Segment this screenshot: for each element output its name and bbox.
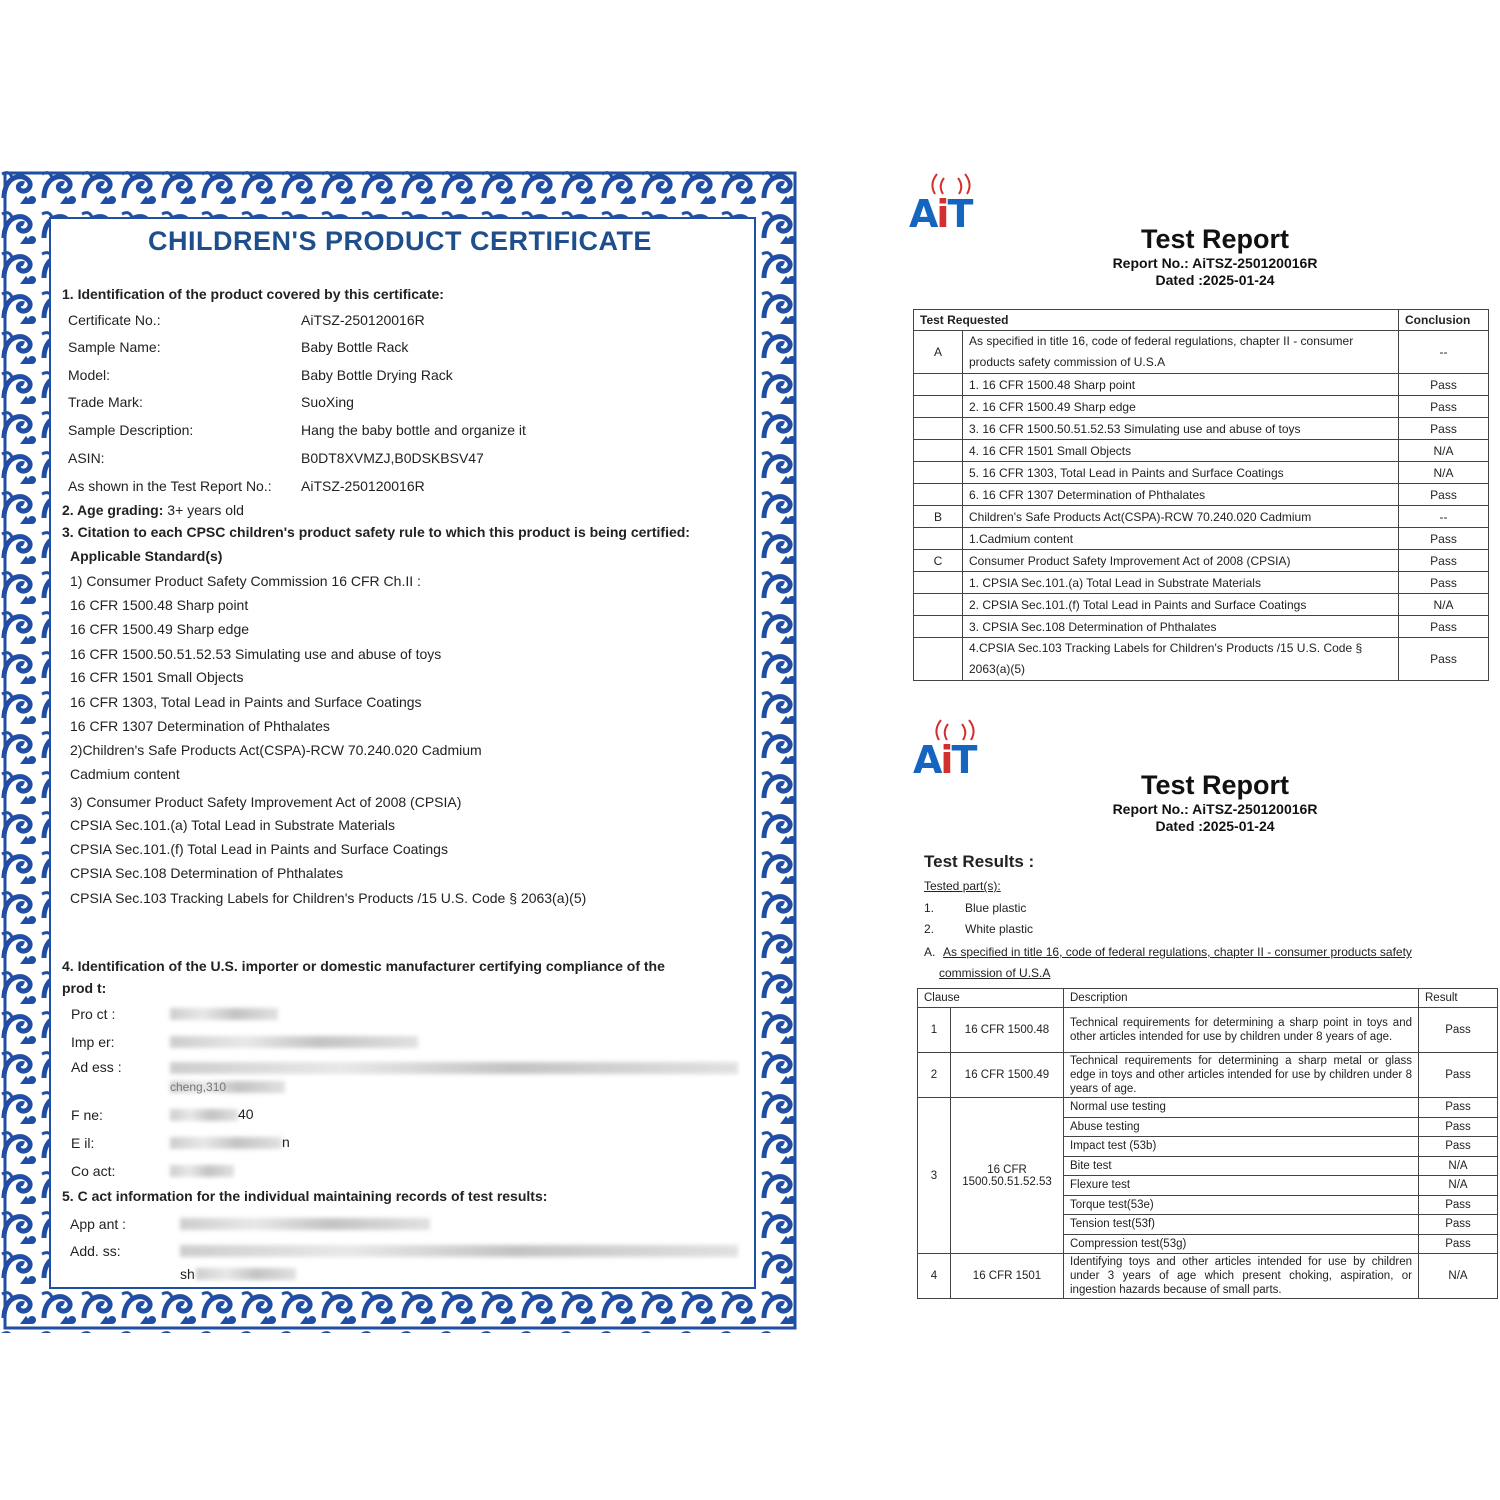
test-item: 1. 16 CFR 1500.48 Sharp point xyxy=(963,374,1399,396)
field-label: ASIN: xyxy=(68,450,105,466)
report-date: Dated :2025-01-24 xyxy=(1155,272,1275,288)
test-description: Compression test(53g) xyxy=(1064,1234,1419,1254)
standard-item: 16 CFR 1500.48 Sharp point xyxy=(70,597,249,613)
test-result: Pass xyxy=(1419,1195,1498,1215)
redacted-text xyxy=(170,1109,238,1121)
test-result: Pass xyxy=(1419,1117,1498,1137)
section-a-title: As specified in title 16, code of federal regulations, chapter II - consumer products safety xyxy=(943,945,1412,959)
test-item: 2. 16 CFR 1500.49 Sharp edge xyxy=(963,396,1399,418)
group-cell xyxy=(914,528,963,550)
group-cell xyxy=(914,374,963,396)
field-value: B0DT8XVMZJ,B0DSKBSV47 xyxy=(301,450,484,466)
redacted-text xyxy=(170,1036,418,1048)
group-cell xyxy=(914,484,963,506)
redacted-text xyxy=(170,1165,234,1177)
logo-text: AiT xyxy=(909,192,972,236)
table-row xyxy=(918,1098,1498,1118)
col-header: Result xyxy=(1419,989,1498,1008)
field-label: Model: xyxy=(68,367,111,383)
section-4-heading-cont: prod t: xyxy=(62,980,107,996)
table-row xyxy=(914,396,1489,418)
group-cell xyxy=(914,638,963,681)
field-value: Baby Bottle Drying Rack xyxy=(301,367,453,383)
test-description: Torque test(53e) xyxy=(1064,1195,1419,1215)
test-item: 3. 16 CFR 1500.50.51.52.53 Simulating use and abuse of toys xyxy=(963,418,1399,440)
group-cell: B xyxy=(914,506,963,528)
field-value: AiTSZ-250120016R xyxy=(301,312,425,328)
group-cell xyxy=(914,572,963,594)
table-row xyxy=(914,374,1489,396)
test-result: Pass xyxy=(1419,1137,1498,1157)
test-description: Impact test (53b) xyxy=(1064,1137,1419,1157)
s4-label: Pro ct : xyxy=(71,1006,116,1022)
standard-item: CPSIA Sec.108 Determination of Phthalates xyxy=(70,865,344,881)
table-row xyxy=(914,638,1489,681)
conclusion-cell: Pass xyxy=(1399,550,1489,572)
redacted-text xyxy=(170,1008,278,1020)
group-cell xyxy=(914,616,963,638)
age-grading xyxy=(62,502,244,518)
group-cell: C xyxy=(914,550,963,572)
field-value: Baby Bottle Rack xyxy=(301,339,409,355)
section-3-heading: 3. Citation to each CPSC children's product safety rule to which this product is being certified: xyxy=(62,524,690,540)
test-result: N/A xyxy=(1419,1156,1498,1176)
report-header xyxy=(1025,224,1405,289)
redacted-text xyxy=(180,1245,738,1257)
part-number: 2. xyxy=(924,922,935,936)
s5-label: Add. ss: xyxy=(70,1243,121,1259)
ait-logo xyxy=(905,172,995,234)
conclusion-cell: N/A xyxy=(1399,462,1489,484)
field-label: Trade Mark: xyxy=(68,394,143,410)
standard-item: 16 CFR 1303, Total Lead in Paints and Surface Coatings xyxy=(70,694,422,710)
standard-item: 3) Consumer Product Safety Improvement Act of 2008 (CPSIA) xyxy=(70,794,462,810)
standard-item: 16 CFR 1501 Small Objects xyxy=(70,669,244,685)
group-cell: A xyxy=(914,331,963,374)
test-item: 4. 16 CFR 1501 Small Objects xyxy=(963,440,1399,462)
conclusion-cell: N/A xyxy=(1399,440,1489,462)
table-row xyxy=(914,484,1489,506)
certificate xyxy=(0,168,800,1333)
conclusion-cell: Pass xyxy=(1399,418,1489,440)
test-item: 6. 16 CFR 1307 Determination of Phthalates xyxy=(963,484,1399,506)
s4-label: E il: xyxy=(71,1135,95,1151)
conclusion-cell: -- xyxy=(1399,506,1489,528)
standard-item: CPSIA Sec.101.(f) Total Lead in Paints and Surface Coatings xyxy=(70,841,448,857)
test-result: N/A xyxy=(1419,1176,1498,1196)
test-description: Bite test xyxy=(1064,1156,1419,1176)
logo-text: AiT xyxy=(913,738,976,782)
s4-label: F ne: xyxy=(71,1107,103,1123)
report-header xyxy=(1025,770,1405,835)
test-description: Normal use testing xyxy=(1064,1098,1419,1118)
redacted-text xyxy=(180,1218,430,1230)
test-item: 4.CPSIA Sec.103 Tracking Labels for Children's Products /15 U.S. Code § 2063(a)(5) xyxy=(963,638,1399,681)
conclusion-cell: Pass xyxy=(1399,484,1489,506)
group-cell xyxy=(914,396,963,418)
standard-item: 16 CFR 1500.50.51.52.53 Simulating use and abuse of toys xyxy=(70,646,442,662)
standard-item: CPSIA Sec.101.(a) Total Lead in Substrate Materials xyxy=(70,817,396,833)
applicable-standards: Applicable Standard(s) xyxy=(70,548,223,564)
conclusion-cell: Pass xyxy=(1399,638,1489,681)
clause-number: 3 xyxy=(918,1098,951,1254)
address-fragment: cheng,310 xyxy=(170,1080,227,1094)
group-cell xyxy=(914,594,963,616)
group-cell xyxy=(914,462,963,484)
table-row: 1 16 CFR 1500.48 Technical requirements for determining a sharp point in toys and other articles intended for use by children under 8 years of age. Pass xyxy=(918,1008,1498,1053)
standard-item: 1) Consumer Product Safety Commission 16 CFR Ch.II : xyxy=(70,573,421,589)
standard-item: 2)Children's Safe Products Act(CSPA)-RCW 70.240.020 Cadmium xyxy=(70,742,482,758)
table-row xyxy=(914,572,1489,594)
conclusion-cell: Pass xyxy=(1399,374,1489,396)
certificate-title: CHILDREN'S PRODUCT CERTIFICATE xyxy=(148,226,652,256)
address-fragment: sh xyxy=(180,1266,195,1282)
test-description: Tension test(53f) xyxy=(1064,1215,1419,1235)
test-requested-table xyxy=(913,309,1489,681)
test-item: Children's Safe Products Act(CSPA)-RCW 70.240.020 Cadmium xyxy=(963,506,1399,528)
report-title: Test Report xyxy=(1140,770,1289,800)
s5-label: App ant : xyxy=(70,1216,127,1232)
part-name: Blue plastic xyxy=(965,901,1027,915)
table-row xyxy=(914,331,1489,374)
test-item: 1.Cadmium content xyxy=(963,528,1399,550)
test-results-heading: Test Results : xyxy=(924,852,1035,871)
col-header: Clause xyxy=(918,989,1064,1008)
test-item: 3. CPSIA Sec.108 Determination of Phthalates xyxy=(963,616,1399,638)
table-row xyxy=(914,440,1489,462)
standard-item: 16 CFR 1500.49 Sharp edge xyxy=(70,621,250,637)
tested-parts-label: Tested part(s): xyxy=(924,879,1001,893)
part-number: 1. xyxy=(924,901,935,915)
test-result: Pass xyxy=(1419,1215,1498,1235)
conclusion-cell: N/A xyxy=(1399,594,1489,616)
test-description: Flexure test xyxy=(1064,1176,1419,1196)
age-grading-value: 3+ years old xyxy=(167,502,244,518)
section-prefix: A. xyxy=(924,945,936,959)
standard-item: Cadmium content xyxy=(70,766,180,782)
table-row xyxy=(914,528,1489,550)
table-row xyxy=(914,616,1489,638)
col-header: Conclusion xyxy=(1399,310,1489,331)
report-number: Report No.: AiTSZ-250120016R xyxy=(1112,255,1318,271)
ait-logo xyxy=(909,718,999,780)
test-item: As specified in title 16, code of federal regulations, chapter II - consumer products safety commission of U.S.A xyxy=(963,331,1399,374)
col-header: Test Requested xyxy=(914,310,1399,331)
conclusion-cell: -- xyxy=(1399,331,1489,374)
conclusion-cell: Pass xyxy=(1399,616,1489,638)
s4-label: Ad ess : xyxy=(71,1059,122,1075)
table-row xyxy=(914,506,1489,528)
s4-label: Co act: xyxy=(71,1163,116,1179)
table-row: 4 16 CFR 1501 Identifying toys and other articles intended for use by children under 3 years of age which present choking, aspiration, or ingestion hazards because of small parts. N/A xyxy=(918,1254,1498,1299)
section-1-heading: 1. Identification of the product covered by this certificate: xyxy=(62,286,444,302)
clause-code: 16 CFR 1500.50.51.52.53 xyxy=(951,1098,1064,1254)
report-number: Report No.: AiTSZ-250120016R xyxy=(1112,801,1318,817)
group-cell xyxy=(914,418,963,440)
test-description: Abuse testing xyxy=(1064,1117,1419,1137)
email-fragment: n xyxy=(282,1134,290,1150)
report-date: Dated :2025-01-24 xyxy=(1155,818,1275,834)
test-item: 2. CPSIA Sec.101.(f) Total Lead in Paints and Surface Coatings xyxy=(963,594,1399,616)
section-5-heading: 5. C act information for the individual maintaining records of test results: xyxy=(62,1188,548,1204)
field-label: As shown in the Test Report No.: xyxy=(68,478,272,494)
table-row xyxy=(914,594,1489,616)
table-row xyxy=(914,462,1489,484)
field-value: AiTSZ-250120016R xyxy=(301,478,425,494)
test-item: 1. CPSIA Sec.101.(a) Total Lead in Substrate Materials xyxy=(963,572,1399,594)
field-label: Sample Description: xyxy=(68,422,194,438)
section-4-heading: 4. Identification of the U.S. importer or domestic manufacturer certifying compliance of the xyxy=(62,958,665,974)
table-row: 2 16 CFR 1500.49 Technical requirements for determining a sharp metal or glass edge in toys and other articles intended for use by children under 8 years of age. Pass xyxy=(918,1053,1498,1098)
conclusion-cell: Pass xyxy=(1399,572,1489,594)
conclusion-cell: Pass xyxy=(1399,396,1489,418)
test-item: 5. 16 CFR 1303, Total Lead in Paints and Surface Coatings xyxy=(963,462,1399,484)
age-grading-label: 2. Age grading: xyxy=(62,502,164,518)
field-label: Sample Name: xyxy=(68,339,161,355)
section-a-title-cont: commission of U.S.A xyxy=(939,966,1051,980)
test-result: Pass xyxy=(1419,1098,1498,1118)
phone-fragment: 40 xyxy=(238,1106,254,1122)
table-row xyxy=(914,550,1489,572)
table-row xyxy=(914,418,1489,440)
conclusion-cell: Pass xyxy=(1399,528,1489,550)
group-cell xyxy=(914,440,963,462)
test-report-2 xyxy=(905,718,1495,1308)
redacted-text xyxy=(196,1268,296,1280)
redacted-text xyxy=(170,1062,738,1074)
field-value: Hang the baby bottle and organize it xyxy=(301,422,526,438)
field-label: Certificate No.: xyxy=(68,312,161,328)
standard-item: 16 CFR 1307 Determination of Phthalates xyxy=(70,718,330,734)
report-title: Test Report xyxy=(1140,224,1289,254)
test-report-1 xyxy=(905,172,1495,687)
test-result: Pass xyxy=(1419,1234,1498,1254)
col-header: Description xyxy=(1064,989,1419,1008)
standard-item: CPSIA Sec.103 Tracking Labels for Children's Products /15 U.S. Code § 2063(a)(5) xyxy=(70,890,587,906)
field-value: SuoXing xyxy=(301,394,354,410)
part-name: White plastic xyxy=(965,922,1034,936)
s4-label: Imp er: xyxy=(71,1034,115,1050)
test-results-table xyxy=(917,988,1498,1299)
redacted-text xyxy=(170,1137,282,1149)
test-item: Consumer Product Safety Improvement Act of 2008 (CPSIA) xyxy=(963,550,1399,572)
